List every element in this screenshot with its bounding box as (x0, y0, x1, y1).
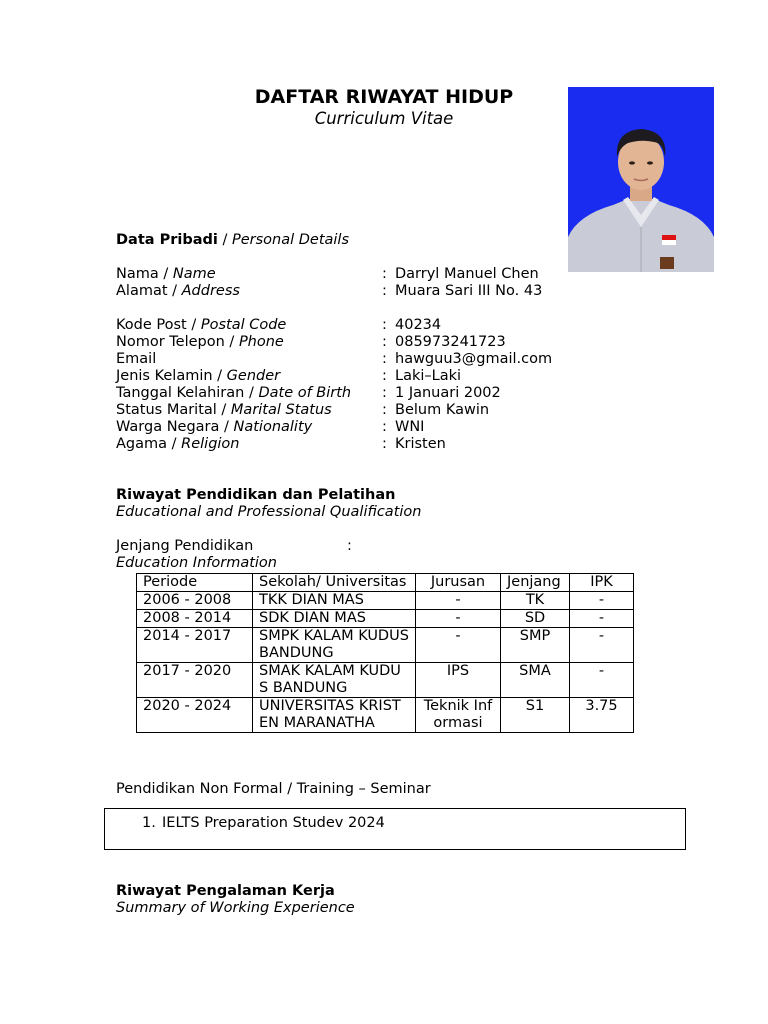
cell-gpa: 3.75 (570, 698, 634, 733)
table-row (137, 610, 634, 628)
cell-school: SDK DIAN MAS (253, 610, 416, 628)
education-info-label: Jenjang Pendidikan (116, 538, 254, 554)
cell-period: 2020 - 2024 (137, 698, 253, 733)
work-subheading: Summary of Working Experience (116, 900, 355, 916)
field-label-nationality: Warga Negara / Nationality (116, 419, 313, 435)
table-row (137, 628, 634, 663)
personal-heading-en: Personal Details (231, 232, 350, 248)
field-colon: : (382, 368, 387, 384)
cell-period: 2008 - 2014 (137, 610, 253, 628)
field-label-dob: Tanggal Kelahiran / Date of Birth (116, 385, 352, 401)
field-label-phone: Nomor Telepon / Phone (116, 334, 284, 350)
nonformal-heading: Pendidikan Non Formal / Training – Seminar (116, 781, 431, 797)
field-value-marital: Belum Kawin (395, 402, 490, 418)
field-value-postal: 40234 (395, 317, 442, 333)
cell-major: - (416, 610, 501, 628)
field-colon: : (382, 385, 387, 401)
field-value-address: Muara Sari III No. 43 (395, 283, 543, 299)
cell-period: 2017 - 2020 (137, 663, 253, 698)
cell-school: TKK DIAN MAS (253, 592, 416, 610)
field-colon: : (382, 419, 387, 435)
cell-major: Teknik Informasi (416, 698, 501, 733)
education-subheading: Educational and Professional Qualification (116, 504, 422, 520)
personal-details-heading: Data Pribadi / Personal Details (116, 232, 350, 248)
field-value-name: Darryl Manuel Chen (395, 266, 539, 282)
cv-subtitle: Curriculum Vitae (314, 109, 454, 128)
field-label-postal: Kode Post / Postal Code (116, 317, 287, 333)
education-table (136, 573, 634, 733)
header-cell-school: Sekolah/ Universitas (253, 574, 416, 592)
field-colon: : (382, 436, 387, 452)
cell-gpa: - (570, 663, 634, 698)
cell-school: UNIVERSITAS KRISTEN MARANATHA (253, 698, 416, 733)
field-label-gender: Jenis Kelamin / Gender (116, 368, 281, 384)
field-colon: : (382, 402, 387, 418)
list-item: IELTS Preparation Studev 2024 (162, 815, 385, 831)
table-row (137, 663, 634, 698)
field-value-nationality: WNI (395, 419, 425, 435)
field-value-religion: Kristen (395, 436, 446, 452)
field-colon: : (382, 266, 387, 282)
cell-level: S1 (501, 698, 570, 733)
cv-title: DAFTAR RIWAYAT HIDUP (254, 86, 514, 108)
cell-level: SD (501, 610, 570, 628)
work-heading: Riwayat Pengalaman Kerja (116, 883, 335, 899)
education-info-colon: : (347, 538, 352, 554)
table-row (137, 592, 634, 610)
cell-major: - (416, 592, 501, 610)
field-colon: : (382, 334, 387, 350)
cell-school: SMAK KALAM KUDUS BANDUNG (253, 663, 416, 698)
cell-level: SMP (501, 628, 570, 663)
cell-school: SMPK KALAM KUDUS BANDUNG (253, 628, 416, 663)
table-header-row (137, 574, 634, 592)
field-colon: : (382, 317, 387, 333)
cell-gpa: - (570, 592, 634, 610)
field-label-marital: Status Marital / Marital Status (116, 402, 332, 418)
cell-major: IPS (416, 663, 501, 698)
header-cell-period: Periode (137, 574, 253, 592)
education-info-label-en: Education Information (116, 555, 277, 571)
cell-gpa: - (570, 610, 634, 628)
field-value-gender: Laki–Laki (395, 368, 462, 384)
education-heading: Riwayat Pendidikan dan Pelatihan (116, 487, 396, 503)
header-cell-level: Jenjang (501, 574, 570, 592)
field-label-religion: Agama / Religion (116, 436, 240, 452)
field-colon: : (382, 283, 387, 299)
table-row (137, 698, 634, 733)
header-cell-gpa: IPK (570, 574, 634, 592)
cell-level: TK (501, 592, 570, 610)
profile-photo (568, 87, 714, 272)
portrait-illustration (568, 87, 714, 272)
field-label-email: Email (116, 351, 157, 367)
personal-heading-id: Data Pribadi (116, 232, 218, 248)
field-value-email: hawguu3@gmail.com (395, 351, 553, 367)
field-value-dob: 1 Januari 2002 (395, 385, 501, 401)
field-colon: : (382, 351, 387, 367)
cell-major: - (416, 628, 501, 663)
field-label-address: Alamat / Address (116, 283, 240, 299)
field-label-name: Nama / Name (116, 266, 216, 282)
cell-level: SMA (501, 663, 570, 698)
header-cell-major: Jurusan (416, 574, 501, 592)
cell-period: 2014 - 2017 (137, 628, 253, 663)
field-value-phone: 085973241723 (395, 334, 506, 350)
cell-period: 2006 - 2008 (137, 592, 253, 610)
cell-gpa: - (570, 628, 634, 663)
list-item-number: 1. (142, 815, 156, 831)
